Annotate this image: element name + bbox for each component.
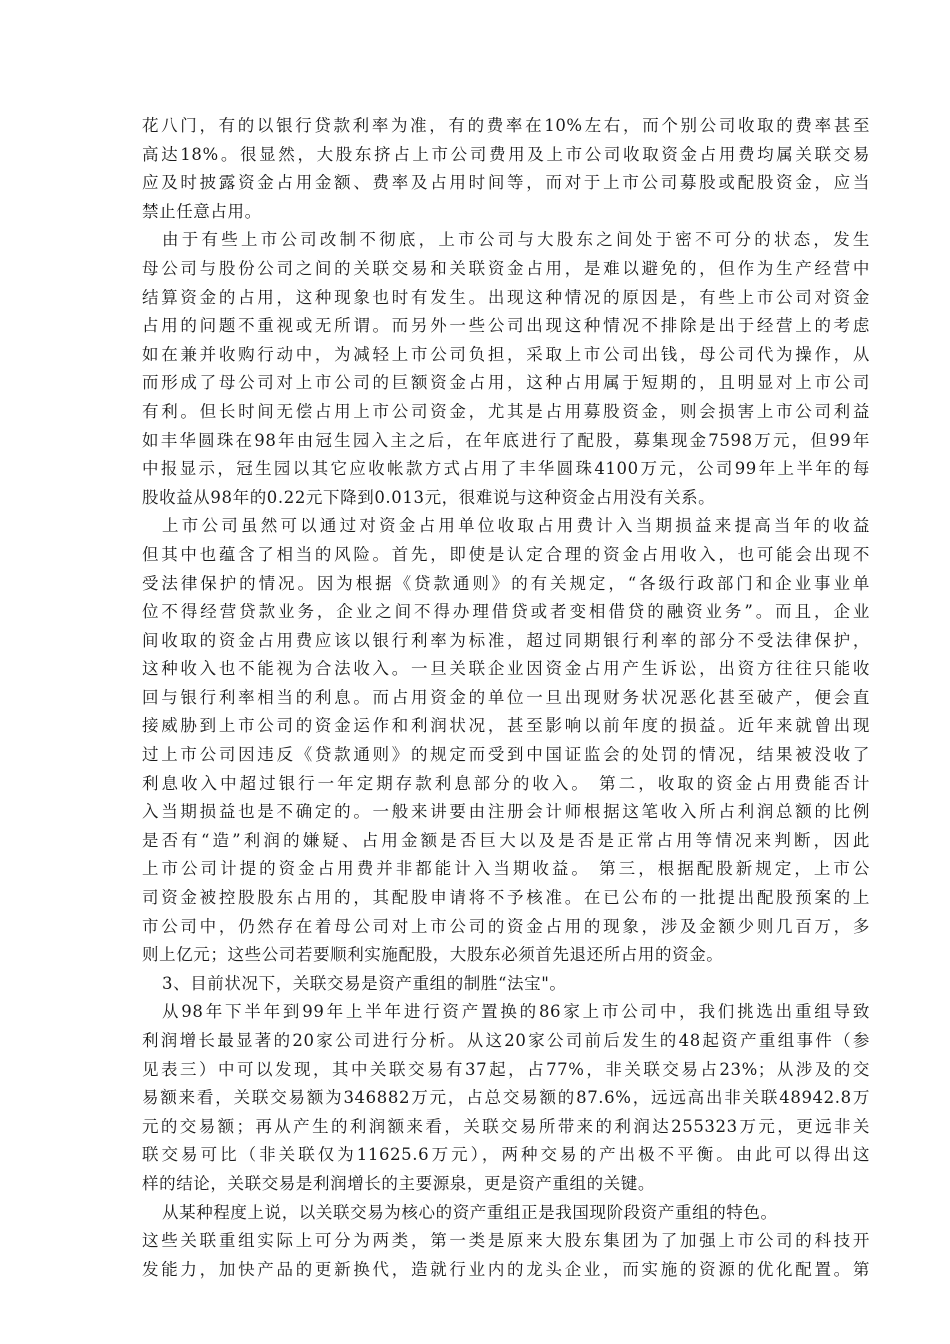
text-line: 如丰华圆珠在98年由冠生园入主之后，在年底进行了配股，募集现金7598万元，但99年 bbox=[142, 430, 870, 450]
text-line: 这种收入也不能视为合法收入。一旦关联企业因资金占用产生诉讼，出资方往往只能收 bbox=[142, 659, 870, 679]
text-line: 司资金被控股股东占用的，其配股申请将不予核准。在已公布的一批提出配股预案的上 bbox=[142, 888, 870, 908]
text-line: 利息收入中超过银行一年定期存款利息部分的收入。 第二，收取的资金占用费能否计 bbox=[142, 773, 870, 793]
text-line: 回与银行利率相当的利息。而占用资金的单位一旦出现财务状况恶化甚至破产，便会直 bbox=[142, 687, 870, 707]
text-line: 禁止任意占用。 bbox=[142, 201, 262, 221]
text-line: 应及时披露资金占用金额、费率及占用时间等，而对于上市公司募股或配股资金，应当 bbox=[142, 173, 870, 193]
text-line: 从98年下半年到99年上半年进行资产置换的86家上市公司中，我们挑选出重组导致 bbox=[162, 1002, 870, 1022]
text-line: 市公司中，仍然存在着母公司对上市公司的资金占用的现象，涉及金额少则几百万，多 bbox=[142, 916, 870, 936]
text-line: 则上亿元；这些公司若要顺利实施配股，大股东必须首先退还所占用的资金。 bbox=[142, 945, 724, 965]
text-line: 从某种程度上说，以关联交易为核心的资产重组正是我国现阶段资产重组的特色。 bbox=[162, 1202, 778, 1222]
text-line: 如在兼并收购行动中，为减轻上市公司负担，采取上市公司出钱，母公司代为操作，从 bbox=[142, 344, 870, 364]
text-line: 易额来看，关联交易额为346882万元，占总交易额的87.6%，远远高出非关联48942.8万 bbox=[142, 1088, 870, 1108]
text-line: 利润增长最显著的20家公司进行分析。从这20家公司前后发生的48起资产重组事件（参 bbox=[142, 1031, 870, 1050]
text-line: 发能力，加快产品的更新换代，造就行业内的龙头企业，而实施的资源的优化配置。第 bbox=[142, 1259, 870, 1279]
text-line: 但其中也蕴含了相当的风险。首先，即使是认定合理的资金占用收入，也可能会出现不 bbox=[142, 544, 870, 564]
text-line: 接威胁到上市公司的资金运作和利润状况，甚至影响以前年度的损益。近年来就曾出现 bbox=[142, 716, 870, 736]
text-line: 占用的问题不重视或无所谓。而另外一些公司出现这种情况不排除是出于经营上的考虑 bbox=[142, 316, 870, 336]
text-line: 上市公司计提的资金占用费并非都能计入当期收益。 第三，根据配股新规定，上市公 bbox=[142, 859, 870, 879]
text-line: 位不得经营贷款业务，企业之间不得办理借贷或者变相借贷的融资业务”。而且，企业 bbox=[142, 602, 870, 622]
text-line: 入当期损益也是不确定的。一般来讲要由注册会计师根据这笔收入所占利润总额的比例 bbox=[142, 802, 870, 822]
text-line: 结算资金的占用，这种现象也时有发生。出现这种情况的原因是，有些上市公司对资金 bbox=[142, 287, 870, 307]
text-line: 是否有“造”利润的嫌疑、占用金额是否巨大以及是否是正常占用等情况来判断，因此 bbox=[142, 830, 870, 850]
text-line: 由于有些上市公司改制不彻底，上市公司与大股东之间处于密不可分的状态，发生 bbox=[162, 230, 870, 250]
text-line: 花八门，有的以银行贷款利率为准，有的费率在10%左右，而个别公司收取的费率甚至 bbox=[142, 116, 870, 135]
text-line: 上市公司虽然可以通过对资金占用单位收取占用费计入当期损益来提高当年的收益 bbox=[162, 516, 870, 536]
text-line: 样的结论，关联交易是利润增长的主要源泉，更是资产重组的关键。 bbox=[142, 1173, 655, 1193]
text-line: 有利。但长时间无偿占用上市公司资金，尤其是占用募股资金，则会损害上市公司利益 bbox=[142, 401, 870, 421]
text-line: 中报显示，冠生园以其它应收帐款方式占用了丰华圆珠4100万元，公司99年上半年的每 bbox=[142, 459, 870, 479]
text-line: 见表三）中可以发现，其中关联交易有37起，占77%，非关联交易占23%；从涉及的交 bbox=[142, 1059, 870, 1079]
text-line: 而形成了母公司对上市公司的巨额资金占用，这种占用属于短期的，且明显对上市公司 bbox=[142, 373, 870, 393]
text-line: 元的交易额；再从产生的利润额来看，关联交易所带来的利润达255323万元，更远非关 bbox=[142, 1116, 870, 1136]
text-line: 过上市公司因违反《贷款通则》的规定而受到中国证监会的处罚的情况，结果被没收了 bbox=[142, 745, 870, 765]
text-line: 3、目前状况下，关联交易是资产重组的制胜“法宝"。 bbox=[162, 973, 567, 993]
text-line: 母公司与股份公司之间的关联交易和关联资金占用，是难以避免的，但作为生产经营中 bbox=[142, 258, 870, 278]
text-line: 股收益从98年的0.22元下降到0.013元，很难说与这种资金占用没有关系。 bbox=[142, 487, 716, 507]
body-text bbox=[142, 112, 870, 1284]
text-line: 高达18%。很显然，大股东挤占上市公司费用及上市公司收取资金占用费均属关联交易 bbox=[142, 144, 870, 164]
text-line: 这些关联重组实际上可分为两类，第一类是原来大股东集团为了加强上市公司的科技开 bbox=[142, 1231, 870, 1251]
text-line: 间收取的资金占用费应该以银行利率为标准，超过同期银行利率的部分不受法律保护， bbox=[142, 630, 870, 650]
text-line: 联交易可比（非关联仅为11625.6万元），两种交易的产出极不平衡。由此可以得出这 bbox=[142, 1145, 870, 1165]
text-line: 受法律保护的情况。因为根据《贷款通则》的有关规定，“各级行政部门和企业事业单 bbox=[142, 573, 870, 593]
